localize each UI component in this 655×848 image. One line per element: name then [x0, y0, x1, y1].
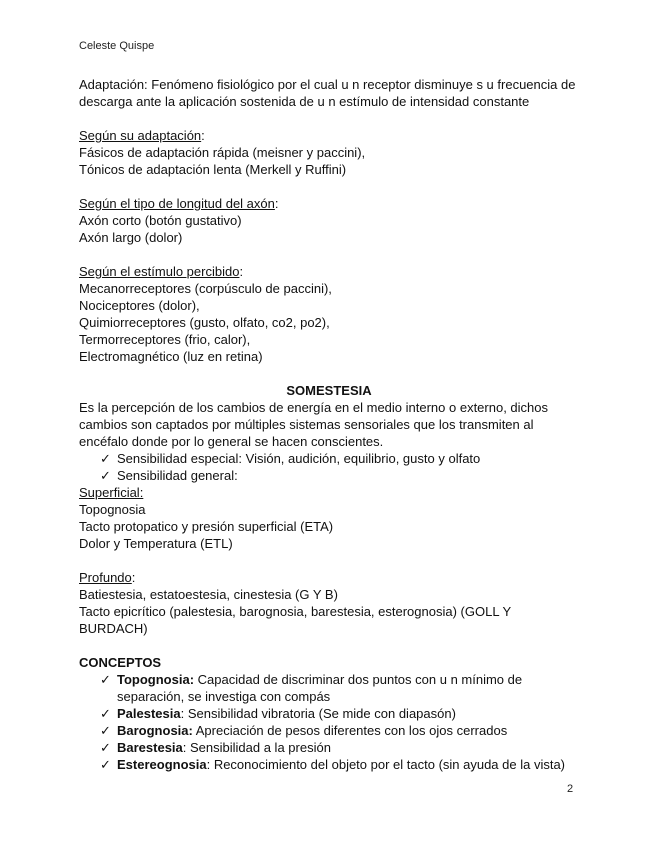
list-item: Tacto protopatico y presión superficial (ETA)	[79, 519, 334, 534]
heading-text: Profundo	[79, 570, 132, 585]
checkmark-icon: ✓	[100, 451, 111, 466]
list-item: Axón largo (dolor)	[79, 230, 183, 245]
checkmark-icon: ✓	[100, 723, 111, 738]
heading-text: Superficial:	[79, 485, 144, 500]
intro-line-2: descarga ante la aplicación sostenida de u n estímulo de intensidad constante	[79, 94, 530, 109]
concept-item	[79, 705, 579, 722]
concept-definition: Apreciación de pesos diferentes con los ojos cerrados	[192, 723, 508, 738]
page-number: 2	[567, 783, 574, 795]
concept-definition: : Sensibilidad a la presión	[182, 740, 331, 755]
checkmark-icon: ✓	[100, 757, 111, 772]
checkmark-icon: ✓	[100, 672, 111, 687]
concept-term: Barognosia:	[117, 723, 193, 738]
concept-term: Palestesia	[117, 706, 181, 721]
heading-text: Según su adaptación	[79, 128, 202, 143]
list-item: Electromagnético (luz en retina)	[79, 349, 263, 364]
list-item: Dolor y Temperatura (ETL)	[79, 536, 233, 551]
list-item: Batiestesia, estatoestesia, cinestesia (G Y B)	[79, 587, 338, 602]
checklist-text: Sensibilidad general:	[117, 468, 238, 483]
list-item: Tónicos de adaptación lenta (Merkell y Ruffini)	[79, 162, 347, 177]
concept-item	[79, 756, 579, 773]
concept-definition: : Reconocimiento del objeto por el tacto (sin ayuda de la vista)	[206, 757, 566, 772]
list-item: Mecanorreceptores (corpúsculo de paccini),	[79, 281, 332, 296]
concept-definition: : Sensibilidad vibratoria (Se mide con diapasón)	[180, 706, 456, 721]
paragraph-line: encéfalo donde por lo general se hacen conscientes.	[79, 434, 384, 449]
checklist-item	[79, 467, 579, 484]
list-item: Fásicos de adaptación rápida (meisner y paccini),	[79, 145, 366, 160]
section-heading-superficial	[79, 484, 579, 501]
section-heading-profundo: Profundo:	[79, 570, 136, 585]
checkmark-icon: ✓	[100, 740, 111, 755]
section-title-somestesia: SOMESTESIA	[286, 383, 372, 398]
list-item: Axón corto (botón gustativo)	[79, 213, 242, 228]
section-heading-axon: Según el tipo de longitud del axón:	[79, 196, 279, 211]
paragraph-line: Es la percepción de los cambios de energía en el medio interno o externo, dichos	[79, 400, 549, 415]
concept-term: Barestesia	[117, 740, 183, 755]
concept-term: Topognosia:	[117, 672, 195, 687]
list-item: Nociceptores (dolor),	[79, 298, 200, 313]
section-title-conceptos: CONCEPTOS	[79, 655, 162, 670]
concept-definition: separación, se investiga con compás	[117, 689, 331, 704]
concept-definition: Capacidad de discriminar dos puntos con u n mínimo de	[194, 672, 523, 687]
concept-item	[79, 739, 579, 756]
concept-term: Estereognosia	[117, 757, 207, 772]
heading-text: Según el tipo de longitud del axón	[79, 196, 275, 211]
concept-item-continuation	[79, 688, 579, 705]
list-item: Tacto epicrítico (palestesia, barognosia, barestesia, esterognosia) (GOLL Y	[79, 604, 512, 619]
section-heading-estimulo: Según el estímulo percibido:	[79, 264, 244, 279]
document-body	[79, 76, 579, 773]
concept-item	[79, 671, 579, 688]
page-header-author: Celeste Quispe	[79, 40, 155, 52]
list-item: Topognosia	[79, 502, 146, 517]
list-item: BURDACH)	[79, 621, 148, 636]
list-item: Quimiorreceptores (gusto, olfato, co2, po2),	[79, 315, 330, 330]
concept-item	[79, 722, 579, 739]
list-item: Termorreceptores (frio, calor),	[79, 332, 251, 347]
intro-line-1: Adaptación: Fenómeno fisiológico por el cual u n receptor disminuye s u frecuencia de	[79, 77, 576, 92]
checkmark-icon: ✓	[100, 706, 111, 721]
checklist-item	[79, 450, 579, 467]
paragraph-line: cambios son captados por múltiples sistemas sensoriales que los transmiten al	[79, 417, 534, 432]
checklist-text: Sensibilidad especial: Visión, audición, equilibrio, gusto y olfato	[117, 451, 481, 466]
heading-text: Según el estímulo percibido	[79, 264, 240, 279]
section-heading-adaptacion: Según su adaptación:	[79, 128, 205, 143]
checkmark-icon: ✓	[100, 468, 111, 483]
